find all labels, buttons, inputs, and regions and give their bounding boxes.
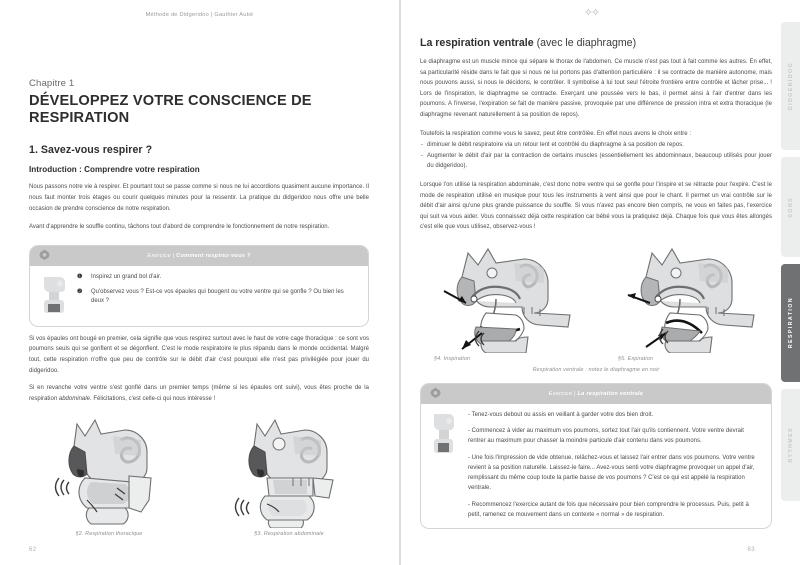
exercise-bullet: - Tenez-vous debout ou assis en veillant à garder votre dos bien droit.: [468, 411, 654, 418]
figure-inspiration: [420, 241, 588, 362]
section-heading: 1. Savez-vous respirer ?: [29, 144, 153, 157]
exercise-header-label-right: [421, 391, 771, 397]
step-text: Qu'observez vous ? Est-ce vos épaules qui bougent ou votre ventre qui se gonfle ? Ou bien les deux ?: [91, 288, 344, 305]
figure-expiration: [604, 241, 772, 362]
figure-inspiration-illustration: [420, 241, 588, 353]
figure-thoracic-illustration: [29, 416, 189, 528]
section-heading-ventral: [420, 37, 772, 49]
paragraph-abdominal-usage: Lorsque l'on utilise la respiration abdominale, c'est donc notre ventre qui se gonfle pour l'inspire et se rétracte pour l'expire. C'est le mode de respiration utilisé en musique pour tous les instruments à vent ainsi que pour le chant. Il permet un vrai contrôle sur le débit d'air ainsi qu'une plus grande puissance du souffle. Si vous n'avez pas encore bien compris, ne vous en faites pas, l'exercice qui suit va vous aider. Vous connaissez déjà cette respiration car bébé vous la pratiquiez déjà. Chaque fois que vous êtes allongés c'est elle que vous utilisez, observez-vous !: [420, 181, 772, 231]
figure-caption-text: Respiration abdominale: [263, 531, 324, 538]
paragraph-abdominal-a: Si en revanche votre ventre s'est gonflé dans un premier temps (même si les épaules ont suivi), vous êtes proche de la respiration: [29, 385, 369, 402]
figure-subcaption: Respiration ventrale : notez le diaphragme en noir: [532, 366, 660, 373]
exercise-body-left: [30, 266, 368, 326]
page-right: [401, 0, 800, 565]
exercise-label-title-left: Comment respirez-vous ?: [176, 252, 251, 259]
chapter-kicker: Chapitre 1: [29, 78, 75, 89]
step-number: ❶: [77, 273, 83, 280]
exercise-header-label-left: [30, 253, 368, 259]
side-tab-label: SONS: [787, 196, 794, 218]
list-item: - diminuer le débit respiratoire via un retour lent et contrôlé du diaphragme à sa position de repos.: [420, 140, 772, 151]
didgeridoo-mascot-icon: [429, 410, 461, 520]
figure-number: §4.: [434, 355, 442, 362]
exercise-bullet: - Une fois l'impression de vide obtenue, relâchez-vous et laissez l'air entrer dans vos poumons. Votre ventre revient à sa position naturelle. Laissez-le faire... Avez-vous senti votre diaphragme provoquer un appel d'air, remplissant du même coup toute la partie basse de vos poumons ? C'est ce qui est appelé la respiration ventrale.: [468, 454, 755, 492]
figure-caption-text: Respiration thoracique: [85, 531, 143, 538]
exercise-bullet: - Commencez à vider au maximum vos poumons, sortez tout l'air qu'ils contiennent. Votre ventre devrait rentrer au maximum pour chasser la moindre particule d'air contenu dans vos poumons.: [468, 428, 744, 445]
figure-number: §2.: [75, 531, 84, 538]
chapter-title: DÉVELOPPEZ VOTRE CONSCIENCE DE RESPIRATION: [29, 93, 312, 127]
exercise-bullet: - Recommencez l'exercice autant de fois que nécessaire pour bien comprendre le processus. Puis, petit à petit, ramenez ce mouvement dans un contexte « normal » de respiration.: [468, 501, 749, 518]
page-number-left: 62: [29, 547, 37, 553]
figure-abdominal-illustration: [209, 416, 369, 528]
paragraph-control: Toutefois la respiration comme vous le savez, peut être contrôlée. En effet nous avons le choix entre :: [420, 130, 692, 137]
exercise-label-prefix-right: Exercice: [548, 390, 573, 397]
exercise-label-separator-right: |: [574, 390, 576, 397]
side-tab-respiration[interactable]: [781, 264, 800, 382]
figure-caption-thoracic: [29, 531, 189, 537]
figure-number: §3.: [254, 531, 263, 538]
right-column: [420, 0, 772, 529]
section-heading-ventral-rest: (avec le diaphragme): [533, 37, 637, 49]
ornament-icon: ✧✧: [583, 7, 599, 19]
exercise-steps-left: [77, 273, 358, 317]
figure-thoracic: [29, 416, 189, 537]
figure-caption-text: Expiration: [627, 355, 654, 362]
page-number-right: 63: [747, 547, 755, 553]
left-column: [29, 0, 369, 537]
exercise-header-left: [30, 246, 368, 266]
exercise-box-right: [420, 383, 772, 529]
figure-abdominal: [209, 416, 369, 537]
paragraph-diaphragm: Le diaphragme est un muscle mince qui sépare le thorax de l'abdomen. Ce muscle n'est pas tout à fait comme les autres. En effet, sa particularité réside dans le fait que si nous ne lui portons pas d'attention particulière : il se contracte de manière autonome, mais nous pouvons aussi, si nous le décidons, le contrôler. Il symbolise à lui tout seul l'étroite frontière entre contrôle et lâcher prise... ! Lors de l'inspiration, le diaphragme se contracte. Exerçant une poussée vers le bas, il permet ainsi à l'air d'entrer dans les poumons. A l'inverse, l'expiration se fait de manière passive, provoquée par une différence de pression intra et extra thoracique (le diaphragme revenant naturellement à sa position de repos).: [420, 59, 772, 118]
step-number: ❷: [77, 288, 83, 295]
side-tab-didgeridoo[interactable]: [781, 22, 800, 150]
paragraph-abdominal: [29, 383, 369, 404]
side-tab-label: RESPIRATION: [787, 297, 794, 349]
paragraph-abdominal-b: . Félicitations, c'est celle-ci qui nous intéresse !: [89, 395, 216, 402]
exercise-step: [77, 288, 358, 307]
figure-row-left: [29, 416, 369, 537]
section-heading-ventral-bold: La respiration ventrale: [420, 37, 534, 49]
step-text: Inspirez un grand bol d'air.: [91, 273, 162, 280]
paragraph-abdominal-emphasis: abdominale: [58, 395, 90, 402]
exercise-step: [77, 273, 358, 283]
figure-caption-text: Inspiration: [443, 355, 471, 362]
didgeridoo-mascot-icon: [38, 273, 70, 317]
paragraph-intro-1: Nous passons notre vie à respirer. Et pourtant tout se passe comme si nous ne lui accordions quasiment aucune importance. Il nous faut monter trois étages ou courir quelques minutes pour la ressentir. La pratique du didgeridoo nous offre une belle occasion de prendre conscience de notre respiration.: [29, 184, 369, 212]
exercise-header-right: [421, 384, 771, 404]
figure-caption-abdominal: [209, 531, 369, 537]
subsection-heading: Introduction : Comprendre votre respiration: [29, 165, 200, 175]
exercise-label-separator-left: |: [172, 252, 175, 259]
exercise-body-right: [421, 404, 771, 528]
paragraph-thoracic: Si vos épaules ont bougé en premier, cela signifie que vous respirez surtout avec le haut de votre cage thoracique : ce sont vos poumons seuls qui se gonflent et se dégonflent. C'est le mode respiratoire le plus répandu dans le monde occidental. Malgré tout, cette respiration n'offre que peu de contrôle sur le débit d'air c'est pourquoi elle n'est pas privilégiée pour jouer du didgeridoo.: [29, 335, 369, 374]
side-tab-rail: [781, 22, 800, 501]
figure-caption-expiration: [604, 356, 772, 362]
exercise-bullets-right: [468, 410, 761, 520]
side-tab-rythmes[interactable]: [781, 389, 800, 501]
figure-number: §5.: [618, 355, 626, 362]
running-head: Méthode de Didgeridoo | Gauthier Aubé: [145, 12, 254, 18]
side-tab-sons[interactable]: [781, 157, 800, 257]
list-item: - Augmenter le débit d'air par la contraction de certains muscles (essentiellement les abdominnaux, beaucoup utilisés pour jouer du didgeridoo).: [420, 151, 772, 172]
side-tab-label: RYTHMES: [787, 427, 794, 463]
exercise-box-left: [29, 245, 369, 327]
figure-row-right: [420, 241, 772, 362]
paragraph-intro-2: Avant d'apprendre le souffle continu, tâchons tout d'abord de comprendre le fonctionnement de notre respiration.: [29, 224, 330, 231]
figure-caption-inspiration: [420, 356, 588, 362]
page-left: [0, 0, 399, 565]
side-tab-label: DIDGERIDOO: [787, 61, 794, 111]
figure-expiration-illustration: [604, 241, 772, 353]
exercise-label-prefix-left: Exercice: [147, 252, 171, 259]
exercise-label-title-right: La respiration ventrale: [577, 390, 644, 397]
control-options-list: [420, 140, 772, 172]
